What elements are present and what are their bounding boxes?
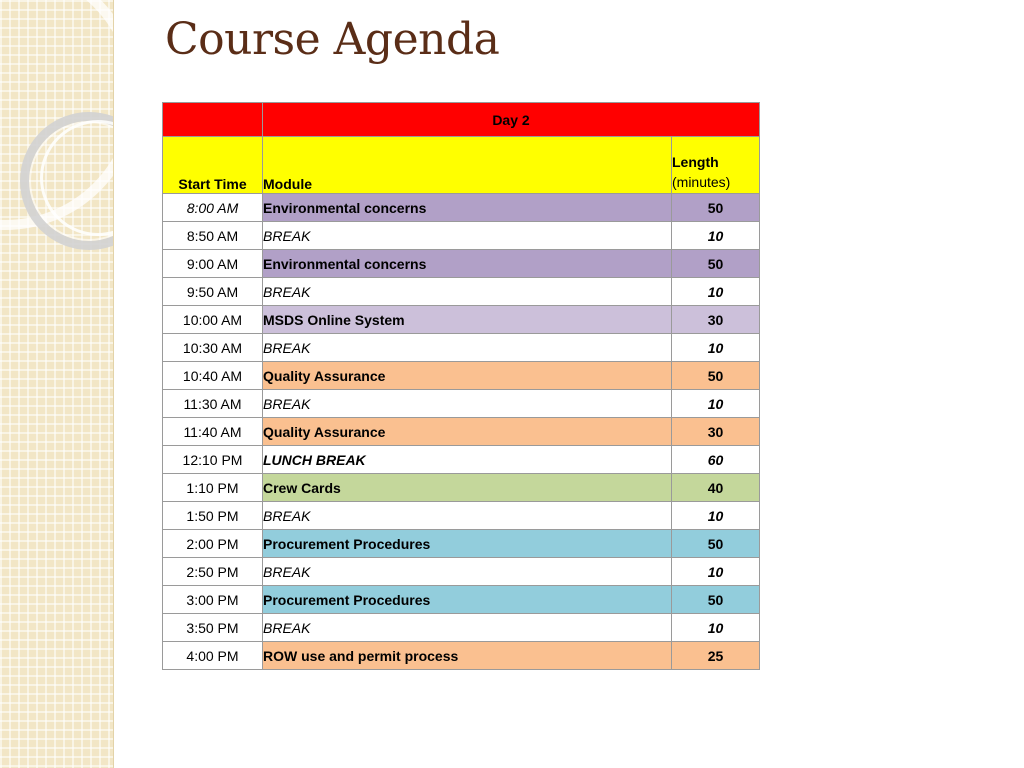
- start-time-cell: 12:10 PM: [163, 446, 263, 474]
- length-cell: 30: [672, 418, 760, 446]
- agenda-body: [163, 194, 760, 670]
- break-cell: BREAK: [263, 614, 672, 642]
- agenda-row: [163, 250, 760, 278]
- length-cell: 50: [672, 194, 760, 222]
- start-time-cell: 1:10 PM: [163, 474, 263, 502]
- agenda-row: [163, 194, 760, 222]
- day-header-spacer: [163, 103, 263, 137]
- start-time-cell: 10:40 AM: [163, 362, 263, 390]
- module-cell: Crew Cards: [263, 474, 672, 502]
- length-cell: 10: [672, 614, 760, 642]
- length-cell: 30: [672, 306, 760, 334]
- break-cell: BREAK: [263, 278, 672, 306]
- module-cell: ROW use and permit process: [263, 642, 672, 670]
- module-cell: MSDS Online System: [263, 306, 672, 334]
- start-time-cell: 1:50 PM: [163, 502, 263, 530]
- length-cell: 50: [672, 362, 760, 390]
- column-header-row: [163, 137, 760, 194]
- module-cell: Quality Assurance: [263, 418, 672, 446]
- start-time-cell: 11:30 AM: [163, 390, 263, 418]
- agenda-row: [163, 222, 760, 250]
- length-cell: 10: [672, 278, 760, 306]
- length-cell: 40: [672, 474, 760, 502]
- module-cell: Environmental concerns: [263, 194, 672, 222]
- agenda-row: [163, 642, 760, 670]
- agenda-row: [163, 614, 760, 642]
- start-time-cell: 10:00 AM: [163, 306, 263, 334]
- decorative-sidebar: [0, 0, 114, 768]
- agenda-row: [163, 306, 760, 334]
- start-time-cell: 8:00 AM: [163, 194, 263, 222]
- module-cell: Procurement Procedures: [263, 586, 672, 614]
- agenda-row: [163, 474, 760, 502]
- header-module: Module: [263, 137, 672, 194]
- break-cell: BREAK: [263, 558, 672, 586]
- length-cell: 25: [672, 642, 760, 670]
- start-time-cell: 11:40 AM: [163, 418, 263, 446]
- agenda-row: [163, 362, 760, 390]
- length-cell: 10: [672, 334, 760, 362]
- agenda-row: [163, 278, 760, 306]
- break-cell: BREAK: [263, 334, 672, 362]
- agenda-row: [163, 446, 760, 474]
- start-time-cell: 2:00 PM: [163, 530, 263, 558]
- day-header-row: [163, 103, 760, 137]
- start-time-cell: 4:00 PM: [163, 642, 263, 670]
- agenda-row: [163, 418, 760, 446]
- agenda-row: [163, 530, 760, 558]
- start-time-cell: 9:00 AM: [163, 250, 263, 278]
- module-cell: Environmental concerns: [263, 250, 672, 278]
- agenda-row: [163, 586, 760, 614]
- length-cell: 10: [672, 558, 760, 586]
- break-cell: BREAK: [263, 502, 672, 530]
- module-cell: Procurement Procedures: [263, 530, 672, 558]
- length-cell: 50: [672, 586, 760, 614]
- start-time-cell: 8:50 AM: [163, 222, 263, 250]
- header-length-unit: (minutes): [672, 174, 731, 190]
- agenda-row: [163, 558, 760, 586]
- agenda-table: [162, 102, 760, 670]
- length-cell: 50: [672, 530, 760, 558]
- slide-title: Course Agenda: [165, 14, 500, 65]
- break-cell: BREAK: [263, 390, 672, 418]
- day-label: Day 2: [263, 103, 760, 137]
- start-time-cell: 10:30 AM: [163, 334, 263, 362]
- length-cell: 10: [672, 502, 760, 530]
- header-start-time: Start Time: [163, 137, 263, 194]
- module-cell: Quality Assurance: [263, 362, 672, 390]
- start-time-cell: 3:00 PM: [163, 586, 263, 614]
- length-cell: 10: [672, 390, 760, 418]
- header-length: [672, 137, 760, 194]
- header-length-label: Length: [672, 154, 719, 170]
- break-cell: LUNCH BREAK: [263, 446, 672, 474]
- length-cell: 60: [672, 446, 760, 474]
- length-cell: 10: [672, 222, 760, 250]
- start-time-cell: 9:50 AM: [163, 278, 263, 306]
- start-time-cell: 3:50 PM: [163, 614, 263, 642]
- length-cell: 50: [672, 250, 760, 278]
- break-cell: BREAK: [263, 222, 672, 250]
- agenda-row: [163, 390, 760, 418]
- agenda-row: [163, 334, 760, 362]
- agenda-row: [163, 502, 760, 530]
- start-time-cell: 2:50 PM: [163, 558, 263, 586]
